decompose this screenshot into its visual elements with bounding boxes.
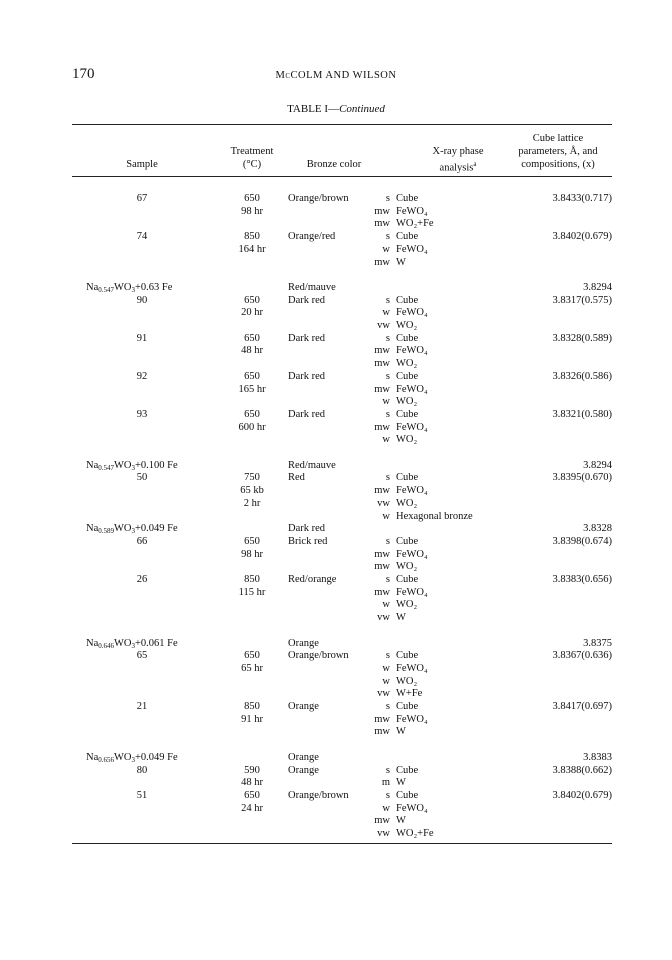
phase-intensity: w [382, 434, 390, 446]
phase-name: FeWO₄ [396, 548, 428, 560]
phase-intensity: s [385, 193, 390, 204]
lattice-parameter: 3.8294 [583, 281, 612, 293]
table-row [72, 586, 612, 599]
sample-group-formula: $Na_{0.547}WO_3+0.63$ Fe [86, 281, 173, 294]
header-xray-line2-text: analysis [439, 162, 474, 174]
bronze-color: Orange [288, 637, 319, 649]
sample-id: 91 [136, 332, 148, 344]
bronze-color: Red/mauve [288, 459, 336, 471]
treatment-value: 20 hr [241, 307, 263, 319]
treatment-value: 98 hr [241, 205, 263, 217]
treatment-value: 65 kb [240, 485, 264, 497]
treatment-value: 48 hr [241, 777, 263, 789]
lattice-parameter: 3.8321(0.580) [552, 408, 612, 420]
phase-name: WO₂+Fe [396, 828, 434, 839]
phase-intensity: s [385, 789, 390, 801]
table-top-rule [72, 124, 612, 125]
phase-name: W [396, 726, 406, 738]
table-row [72, 281, 612, 294]
treatment-value: 115 hr [238, 586, 266, 598]
phase-intensity: w [382, 662, 390, 674]
phase-intensity: s [385, 370, 390, 382]
phase-intensity: s [385, 231, 390, 243]
phase-name: Cube [396, 231, 419, 243]
phase-name: Cube [396, 193, 419, 204]
bronze-color: Orange/brown [288, 789, 349, 801]
bronze-color: Red/mauve [288, 281, 336, 293]
table-row [72, 522, 612, 535]
phase-intensity: s [385, 408, 390, 420]
phase-name: W [396, 256, 406, 268]
treatment-value: 98 hr [241, 548, 263, 560]
treatment-value: 65 hr [241, 662, 263, 674]
phase-intensity: s [385, 535, 390, 547]
treatment-value: 164 hr [238, 243, 266, 255]
header-xray-line1: X-ray phase [432, 146, 484, 157]
treatment-value: 650 [244, 535, 260, 547]
bronze-color: Orange/brown [288, 650, 349, 662]
treatment-value: 650 [244, 370, 260, 382]
table-row [72, 230, 612, 243]
table-row [72, 370, 612, 383]
treatment-value: 590 [244, 764, 260, 776]
phase-intensity: mw [374, 548, 390, 560]
phase-name: W [396, 777, 406, 789]
bronze-color: Brick red [288, 535, 328, 547]
phase-intensity: m [381, 777, 390, 789]
phase-name: FeWO₄ [396, 713, 428, 725]
table-title-label: TABLE I— [287, 103, 340, 115]
treatment-value: 850 [244, 231, 260, 243]
table-row [72, 662, 612, 675]
phase-name: FeWO₄ [396, 307, 428, 319]
header-color [284, 158, 384, 171]
table-row [72, 827, 612, 840]
phase-intensity: w [382, 802, 390, 814]
table-row [72, 484, 612, 497]
lattice-parameter: 3.8375 [583, 637, 612, 649]
phase-name: W [396, 612, 406, 624]
phase-name: Cube [396, 472, 419, 484]
table-row [72, 700, 612, 713]
phase-intensity: s [385, 574, 390, 585]
phase-intensity: vw [377, 828, 390, 839]
sample-id: 50 [136, 472, 148, 484]
phase-intensity: mw [374, 586, 390, 598]
phase-name: Cube [396, 650, 419, 662]
treatment-value: 600 hr [238, 421, 266, 433]
phase-intensity: mw [374, 726, 390, 738]
table-row [72, 243, 612, 256]
phase-intensity: w [382, 307, 390, 319]
phase-intensity: mw [374, 561, 390, 573]
treatment-value: 850 [244, 574, 260, 585]
lattice-parameter: 3.8317(0.575) [552, 294, 612, 306]
phase-name: Cube [396, 332, 419, 344]
phase-intensity: vw [377, 612, 390, 624]
header-sample [102, 158, 182, 171]
phase-intensity: mw [374, 345, 390, 357]
bronze-color: Dark red [288, 408, 326, 420]
lattice-parameter: 3.8326(0.586) [552, 370, 612, 382]
table-row [72, 725, 612, 738]
lattice-parameter: 3.8433(0.717) [552, 193, 612, 204]
header-lattice-line1: Cube lattice [532, 133, 584, 144]
lattice-parameter: 3.8367(0.636) [552, 650, 612, 662]
phase-intensity: s [385, 332, 390, 344]
table-row [72, 573, 612, 586]
treatment-value: 650 [244, 294, 260, 306]
treatment-value: 750 [244, 472, 260, 484]
phase-name: W [396, 815, 406, 827]
table-row [72, 535, 612, 548]
lattice-parameter: 3.8383 [583, 751, 612, 763]
table-row [72, 675, 612, 688]
sample-id: 65 [136, 650, 148, 662]
treatment-value: 650 [244, 332, 260, 344]
phase-name: Cube [396, 574, 419, 585]
phase-name: Cube [396, 701, 419, 712]
treatment-value: 48 hr [241, 345, 263, 357]
phase-intensity: mw [374, 815, 390, 827]
table-row [72, 713, 612, 726]
sample-group-formula: $Na_{0.547}WO_3+0.100$ Fe [86, 459, 178, 472]
table-row [72, 433, 612, 446]
table-row [72, 395, 612, 408]
table-row [72, 814, 612, 827]
phase-name: FeWO₄ [396, 345, 428, 357]
table-row [72, 332, 612, 345]
bronze-color: Orange [288, 751, 319, 763]
phase-name: Cube [396, 408, 419, 420]
table-row [72, 510, 612, 523]
sample-id: 92 [136, 370, 148, 382]
phase-intensity: w [382, 510, 390, 522]
phase-intensity: s [385, 764, 390, 776]
phase-name: Cube [396, 535, 419, 547]
lattice-parameter: 3.8388(0.662) [552, 764, 612, 776]
phase-name: FeWO₄ [396, 243, 428, 255]
table-row [72, 408, 612, 421]
lattice-parameter: 3.8294 [583, 459, 612, 471]
header-sample-label: Sample [126, 159, 158, 170]
table-row [72, 649, 612, 662]
header-treatment-line2: (°C) [242, 159, 262, 170]
phase-name: Hexagonal bronze [396, 510, 473, 522]
bronze-color: Orange/red [288, 231, 336, 243]
sample-id: 67 [136, 193, 148, 204]
sample-id: 74 [136, 231, 148, 243]
treatment-value: 650 [244, 193, 260, 204]
table-row [72, 687, 612, 700]
table-row [72, 344, 612, 357]
header-color-label: Bronze color [306, 159, 362, 170]
phase-name: WO₂ [396, 434, 418, 446]
phase-intensity: mw [374, 358, 390, 370]
treatment-value: 650 [244, 650, 260, 662]
phase-intensity: mw [374, 256, 390, 268]
bronze-color: Orange [288, 764, 319, 776]
phase-intensity: vw [377, 320, 390, 331]
phase-intensity: w [382, 599, 390, 611]
sample-id: 21 [136, 701, 148, 712]
lattice-parameter: 3.8383(0.656) [552, 574, 612, 585]
table-row [72, 497, 612, 510]
table-row [72, 548, 612, 561]
phase-name: WO₂+Fe [396, 218, 434, 230]
header-lattice [500, 132, 616, 171]
table-row [72, 357, 612, 370]
sample-id: 93 [136, 408, 148, 420]
table-row [72, 789, 612, 802]
table-title [0, 103, 672, 115]
phase-intensity: s [385, 701, 390, 712]
phase-name: FeWO₄ [396, 662, 428, 674]
table-header-rule [72, 176, 612, 177]
phase-name: FeWO₄ [396, 485, 428, 497]
phase-name: WO₂ [396, 320, 418, 331]
phase-name: FeWO₄ [396, 802, 428, 814]
phase-name: W+Fe [396, 688, 423, 700]
sample-id: 51 [136, 789, 148, 801]
lattice-parameter: 3.8395(0.670) [552, 472, 612, 484]
table-row [72, 598, 612, 611]
phase-intensity: s [385, 472, 390, 484]
phase-name: WO₂ [396, 396, 418, 408]
phase-intensity: vw [377, 497, 390, 509]
phase-intensity: w [382, 243, 390, 255]
phase-name: Cube [396, 789, 419, 801]
phase-intensity: s [385, 650, 390, 662]
header-xray-line2 [410, 158, 506, 175]
phase-intensity: mw [374, 218, 390, 230]
table-bottom-rule [72, 843, 612, 844]
table-row [72, 611, 612, 624]
treatment-value: 2 hr [243, 497, 261, 509]
table-row [72, 306, 612, 319]
table-row [72, 776, 612, 789]
phase-intensity: w [382, 396, 390, 408]
phase-intensity: vw [377, 688, 390, 700]
table-row [72, 459, 612, 472]
header-treatment [220, 145, 284, 171]
phase-name: Cube [396, 294, 419, 306]
header-lattice-line2: parameters, Å, and [518, 146, 598, 157]
sample-id: 66 [136, 535, 148, 547]
running-head: McCOLM AND WILSON [275, 70, 397, 81]
lattice-parameter: 3.8398(0.674) [552, 535, 612, 547]
phase-name: WO₂ [396, 497, 418, 509]
phase-name: WO₂ [396, 358, 418, 370]
table-row [72, 256, 612, 269]
treatment-value: 24 hr [241, 802, 263, 814]
lattice-parameter: 3.8328 [583, 523, 612, 535]
sample-id: 80 [136, 764, 148, 776]
table-row [72, 319, 612, 332]
phase-name: Cube [396, 764, 419, 776]
table-row [72, 471, 612, 484]
table-row [72, 294, 612, 307]
table-row [72, 802, 612, 815]
phase-intensity: mw [374, 421, 390, 433]
treatment-value: 650 [244, 408, 260, 420]
phase-name: FeWO₄ [396, 586, 428, 598]
phase-name: FeWO₄ [396, 383, 428, 395]
lattice-parameter: 3.8402(0.679) [552, 231, 612, 243]
table-row [72, 192, 612, 205]
phase-intensity: mw [374, 713, 390, 725]
lattice-parameter: 3.8328(0.589) [552, 332, 612, 344]
phase-intensity: s [385, 294, 390, 306]
phase-name: FeWO₄ [396, 205, 428, 217]
bronze-color: Dark red [288, 523, 326, 535]
sample-id: 90 [136, 294, 148, 306]
bronze-color: Dark red [288, 370, 326, 382]
phase-name: Cube [396, 370, 419, 382]
lattice-parameter: 3.8417(0.697) [552, 701, 612, 712]
table-row [72, 764, 612, 777]
phase-intensity: mw [374, 485, 390, 497]
bronze-color: Red [288, 472, 305, 484]
table-row [72, 751, 612, 764]
phase-name: WO₂ [396, 561, 418, 573]
table-title-continued: Continued [339, 103, 385, 115]
sample-group-formula: $Na_{0.656}WO_3+0.049$ Fe [86, 751, 178, 764]
page-number: 170 [72, 66, 95, 82]
treatment-value: 91 hr [241, 713, 263, 725]
phase-intensity: w [382, 675, 390, 687]
bronze-color: Red/orange [288, 574, 337, 585]
treatment-value: 850 [244, 701, 260, 712]
table-row [72, 560, 612, 573]
header-xray-footnote: a [473, 160, 477, 168]
table-row [72, 637, 612, 650]
bronze-color: Orange [288, 701, 319, 712]
sample-group-formula: $Na_{0.589}WO_3+0.049$ Fe [86, 523, 178, 536]
header-treatment-line1: Treatment [230, 146, 274, 157]
bronze-color: Dark red [288, 332, 326, 344]
bronze-color: Orange/brown [288, 193, 349, 204]
table-row [72, 217, 612, 230]
lattice-parameter: 3.8402(0.679) [552, 789, 612, 801]
table-row [72, 421, 612, 434]
sample-id: 26 [136, 574, 148, 585]
header-lattice-line3: compositions, (x) [521, 159, 595, 170]
treatment-value: 650 [244, 789, 260, 801]
phase-name: WO₂ [396, 675, 418, 687]
table-row [72, 205, 612, 218]
header-xray [410, 145, 506, 175]
treatment-value: 165 hr [238, 383, 266, 395]
table-row [72, 383, 612, 396]
phase-intensity: mw [374, 383, 390, 395]
phase-intensity: mw [374, 205, 390, 217]
phase-name: FeWO₄ [396, 421, 428, 433]
sample-group-formula: $Na_{0.646}WO_3+0.061$ Fe [86, 637, 178, 650]
bronze-color: Dark red [288, 294, 326, 306]
phase-name: WO₂ [396, 599, 418, 611]
